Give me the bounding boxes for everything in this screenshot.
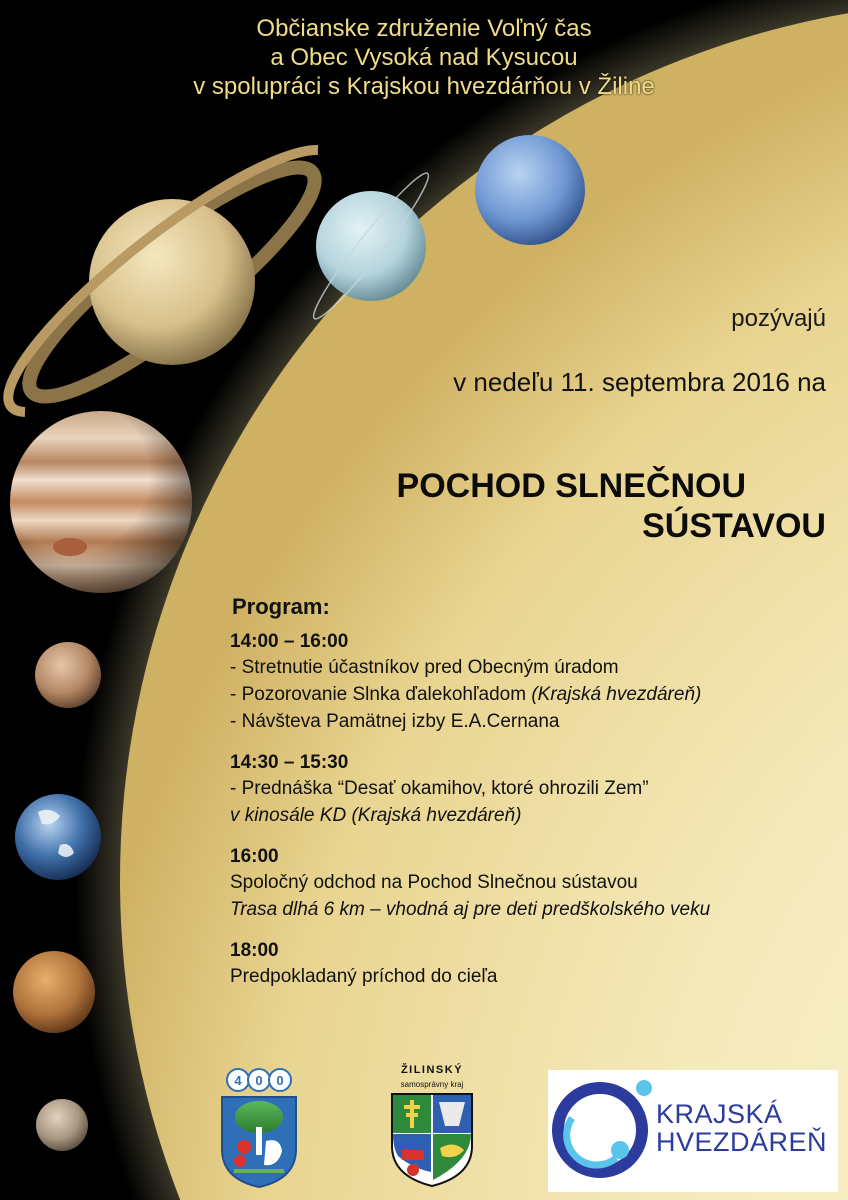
- slot-line: [230, 896, 830, 923]
- organizer-line: Občianske združenie Voľný čas: [256, 15, 592, 42]
- observatory-line-2: HVEZDÁREŇ: [656, 1127, 828, 1157]
- slot-line: [230, 708, 830, 735]
- slot-line: [230, 963, 830, 990]
- program-heading: Program:: [232, 594, 330, 619]
- slot-line-note: Trasa dlhá 6 km – vhodná aj pre deti predškolského veku: [230, 899, 711, 920]
- badge-digit: 0: [255, 1073, 263, 1088]
- slot-line: [230, 775, 830, 802]
- earth-icon: [15, 794, 101, 880]
- slot-line-text: Predpokladaný príchod do cieľa: [230, 966, 498, 987]
- organizer-line: a Obec Vysoká nad Kysucou: [270, 44, 578, 71]
- village-coat-of-arms: [218, 1067, 300, 1189]
- organizer-line: v spolupráci s Krajskou hvezdárňou v Žiline: [193, 73, 655, 100]
- invite-text: pozývajú: [731, 305, 826, 332]
- title-line-1: POCHOD SLNEČNOU: [396, 467, 746, 505]
- slot-line-text: Spoločný odchod na Pochod Slnečnou sústavou: [230, 872, 638, 893]
- program-slot: [230, 845, 830, 923]
- slot-line-note: (Krajská hvezdáreň): [531, 684, 702, 705]
- slot-line-text: - Stretnutie účastníkov pred Obecným úradom: [230, 657, 619, 678]
- slot-line-text: - Prednáška “Desať okamihov, ktoré ohrozili Zem”: [230, 778, 649, 799]
- slot-line-text: - Návšteva Pamätnej izby E.A.Cernana: [230, 711, 560, 732]
- region-subtitle: samosprávny kraj: [400, 1080, 464, 1089]
- badge-digit: 0: [276, 1073, 284, 1088]
- observatory-name: [656, 1100, 827, 1156]
- program-slot: [230, 939, 830, 990]
- mars-icon: [35, 642, 101, 708]
- slot-time: 18:00: [230, 940, 279, 961]
- program-slot: [230, 751, 830, 829]
- region-coat-of-arms: [384, 1062, 480, 1188]
- slot-time: 14:00 – 16:00: [230, 631, 349, 652]
- venus-icon: [13, 951, 95, 1033]
- slot-line: [230, 869, 830, 896]
- mercury-icon: [36, 1099, 88, 1151]
- organizers: [0, 14, 848, 101]
- observatory-line-1: KRAJSKÁ: [656, 1099, 783, 1129]
- neptune-icon: [475, 135, 585, 245]
- event-title: [397, 466, 826, 546]
- slot-line-note: v kinosále KD (Krajská hvezdáreň): [230, 805, 522, 826]
- program-slot: [230, 630, 830, 735]
- slot-time: 14:30 – 15:30: [230, 752, 349, 773]
- slot-time: 16:00: [230, 846, 279, 867]
- title-line-2: SÚSTAVOU: [642, 507, 826, 545]
- jupiter-icon: [10, 411, 192, 593]
- program: [230, 594, 830, 1006]
- slot-line: [230, 654, 830, 681]
- slot-line-text: - Pozorovanie Slnka ďalekohľadom: [230, 684, 532, 705]
- date-line: v nedeľu 11. septembra 2016 na: [453, 367, 826, 397]
- badge-digit: 4: [234, 1073, 242, 1088]
- region-title: ŽILINSKÝ: [400, 1064, 464, 1076]
- slot-line: [230, 681, 830, 708]
- slot-line: [230, 802, 830, 829]
- observatory-logo: [548, 1070, 838, 1192]
